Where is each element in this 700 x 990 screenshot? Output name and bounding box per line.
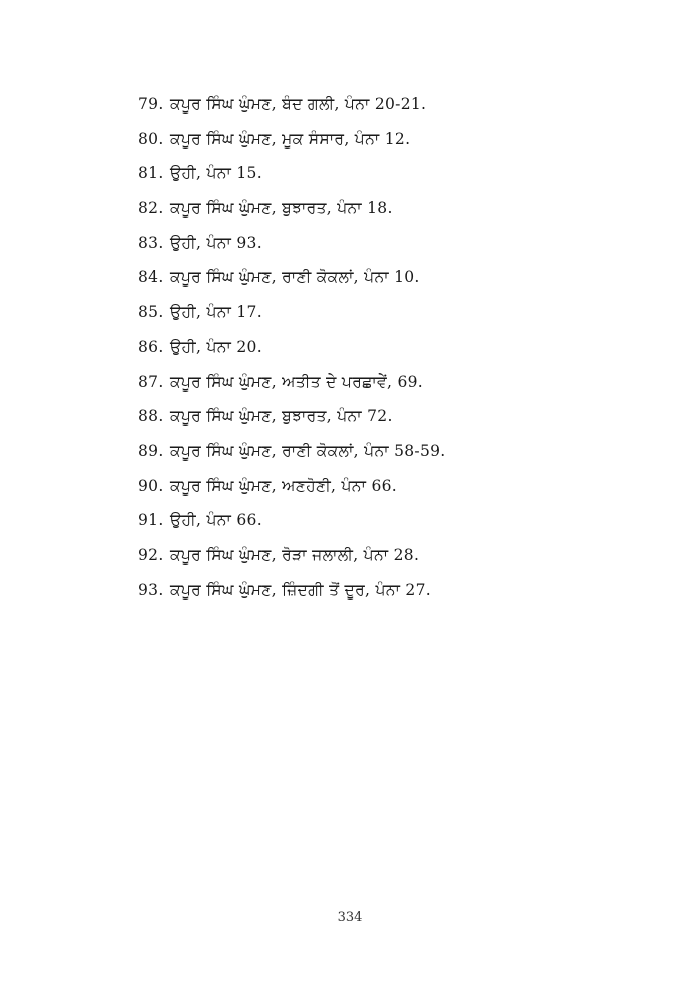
reference-number: 84.: [138, 268, 164, 287]
reference-item: [138, 130, 658, 165]
reference-item: [138, 95, 658, 130]
reference-item: [138, 199, 658, 234]
reference-number: 79.: [138, 95, 164, 113]
reference-text: ਉਹੀ, ਪੰਨਾ 20.: [170, 337, 262, 356]
reference-number: 89.: [138, 441, 164, 460]
reference-text: ਕਪੂਰ ਸਿੰਘ ਘੁੰਮਣ, ਮੂਕ ਸੰਸਾਰ, ਪੰਨਾ 12.: [170, 129, 411, 148]
reference-text: ਉਹੀ, ਪੰਨਾ 93.: [170, 233, 262, 252]
reference-number: 93.: [138, 580, 164, 599]
reference-item: [138, 477, 658, 512]
reference-text: ਕਪੂਰ ਸਿੰਘ ਘੁੰਮਣ, ਰਾਣੀ ਕੋਕਲਾਂ, ਪੰਨਾ 10.: [170, 268, 420, 287]
reference-text: ਕਪੂਰ ਸਿੰਘ ਘੁੰਮਣ, ਬੁਝਾਰਤ, ਪੰਨਾ 18.: [170, 199, 393, 218]
reference-text: ਕਪੂਰ ਸਿੰਘ ਘੁੰਮਣ, ਰਾਣੀ ਕੋਕਲਾਂ, ਪੰਨਾ 58-59.: [170, 441, 446, 460]
reference-text: ਕਪੂਰ ਸਿੰਘ ਘੁੰਮਣ, ਬੰਦ ਗਲੀ, ਪੰਨਾ 20-21.: [170, 95, 427, 113]
reference-number: 90.: [138, 476, 164, 495]
reference-number: 87.: [138, 372, 164, 391]
reference-item: [138, 338, 658, 373]
reference-number: 86.: [138, 337, 164, 356]
reference-number: 85.: [138, 303, 164, 322]
reference-number: 88.: [138, 407, 164, 426]
page-number: 334: [337, 910, 363, 925]
reference-number: 82.: [138, 199, 164, 218]
reference-item: [138, 546, 658, 581]
reference-text: ਉਹੀ, ਪੰਨਾ 15.: [170, 164, 262, 183]
reference-text: ਕਪੂਰ ਸਿੰਘ ਘੁੰਮਣ, ਅਤੀਤ ਦੇ ਪਰਛਾਵੇਂ, 69.: [170, 372, 424, 391]
reference-text: ਕਪੂਰ ਸਿੰਘ ਘੁੰਮਣ, ਜ਼ਿੰਦਗੀ ਤੋਂ ਦੂਰ, ਪੰਨਾ 27.: [170, 580, 431, 599]
reference-text: ਉਹੀ, ਪੰਨਾ 17.: [170, 303, 262, 322]
reference-item: [138, 511, 658, 546]
reference-item: [138, 442, 658, 477]
reference-text: ਉਹੀ, ਪੰਨਾ 66.: [170, 511, 262, 530]
reference-item: [138, 373, 658, 408]
reference-item: [138, 234, 658, 269]
reference-text: ਕਪੂਰ ਸਿੰਘ ਘੁੰਮਣ, ਅਣਹੋਣੀ, ਪੰਨਾ 66.: [170, 476, 397, 495]
reference-number: 83.: [138, 233, 164, 252]
reference-number: 81.: [138, 164, 164, 183]
reference-number: 92.: [138, 545, 164, 564]
reference-text: ਕਪੂਰ ਸਿੰਘ ਘੁੰਮਣ, ਰੋੜਾ ਜਲਾਲੀ, ਪੰਨਾ 28.: [170, 545, 420, 564]
reference-item: [138, 303, 658, 338]
reference-item: [138, 407, 658, 442]
references-list: [138, 95, 658, 615]
reference-item: [138, 164, 658, 199]
reference-number: 91.: [138, 511, 164, 530]
reference-item: [138, 581, 658, 616]
reference-number: 80.: [138, 129, 164, 148]
reference-text: ਕਪੂਰ ਸਿੰਘ ਘੁੰਮਣ, ਬੁਝਾਰਤ, ਪੰਨਾ 72.: [170, 407, 393, 426]
reference-item: [138, 268, 658, 303]
